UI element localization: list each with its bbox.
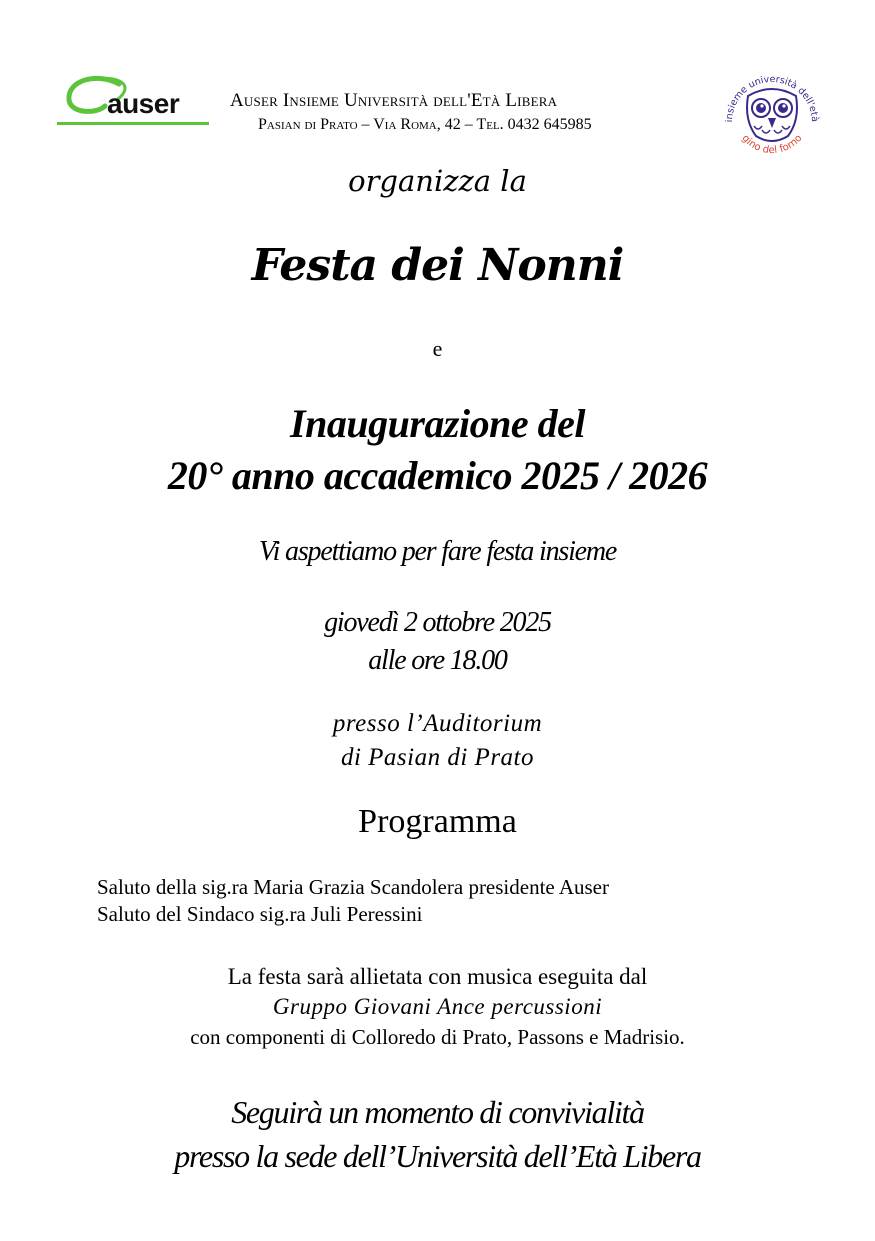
intro-text: organizza la (348, 164, 527, 198)
auser-logo-text: auser (107, 88, 180, 119)
seal-text-bottom: gino del forno (739, 132, 805, 157)
music-section (0, 962, 875, 1052)
program-list (97, 874, 609, 928)
conjunction-text: e (432, 336, 443, 361)
owl-icon (718, 60, 826, 168)
auser-logo (57, 70, 212, 130)
closing-line-2: presso la sede dell’Università dell’Età Libera (174, 1138, 701, 1174)
owl-seal-logo (718, 60, 826, 168)
event-date (0, 604, 875, 680)
venue-line-2: di Pasian di Prato (340, 744, 535, 771)
event-day: giovedì 2 ottobre 2025 (324, 607, 551, 638)
organization-name: Auser Insieme Università dell'Età Libera (230, 90, 558, 111)
subtitle-line-1: Inaugurazione del (290, 401, 585, 446)
closing-text (0, 1090, 875, 1178)
event-subtitle (0, 398, 875, 502)
svg-text:gino del forno (740, 133, 805, 156)
event-time: alle ore 18.00 (368, 645, 507, 676)
seal-text-top: insieme università dell'età (723, 73, 821, 123)
music-line-1: La festa sarà allietata con musica eseguita dal (227, 964, 648, 989)
closing-line-1: Seguirà un momento di convivialità (231, 1094, 644, 1130)
program-heading: Programma (358, 803, 517, 840)
venue-line-1: presso l’Auditorium (332, 710, 543, 737)
event-title: Festa dei Nonni (251, 240, 624, 291)
event-venue (0, 707, 875, 775)
music-line-3: con componenti di Colloredo di Prato, Passons e Madrisio. (190, 1025, 685, 1049)
program-item: Saluto del Sindaco sig.ra Juli Peressini (97, 902, 423, 926)
subtitle-line-2: 20° anno accademico 2025 / 2026 (167, 453, 708, 498)
program-item: Saluto della sig.ra Maria Grazia Scandolera presidente Auser (97, 875, 609, 899)
band-name: Gruppo Giovani Ance percussioni (272, 994, 603, 1019)
organization-address: Pasian di Prato – Via Roma, 42 – Tel. 0432 645985 (258, 116, 592, 133)
welcome-text: Vi aspettiamo per fare festa insieme (258, 536, 617, 567)
